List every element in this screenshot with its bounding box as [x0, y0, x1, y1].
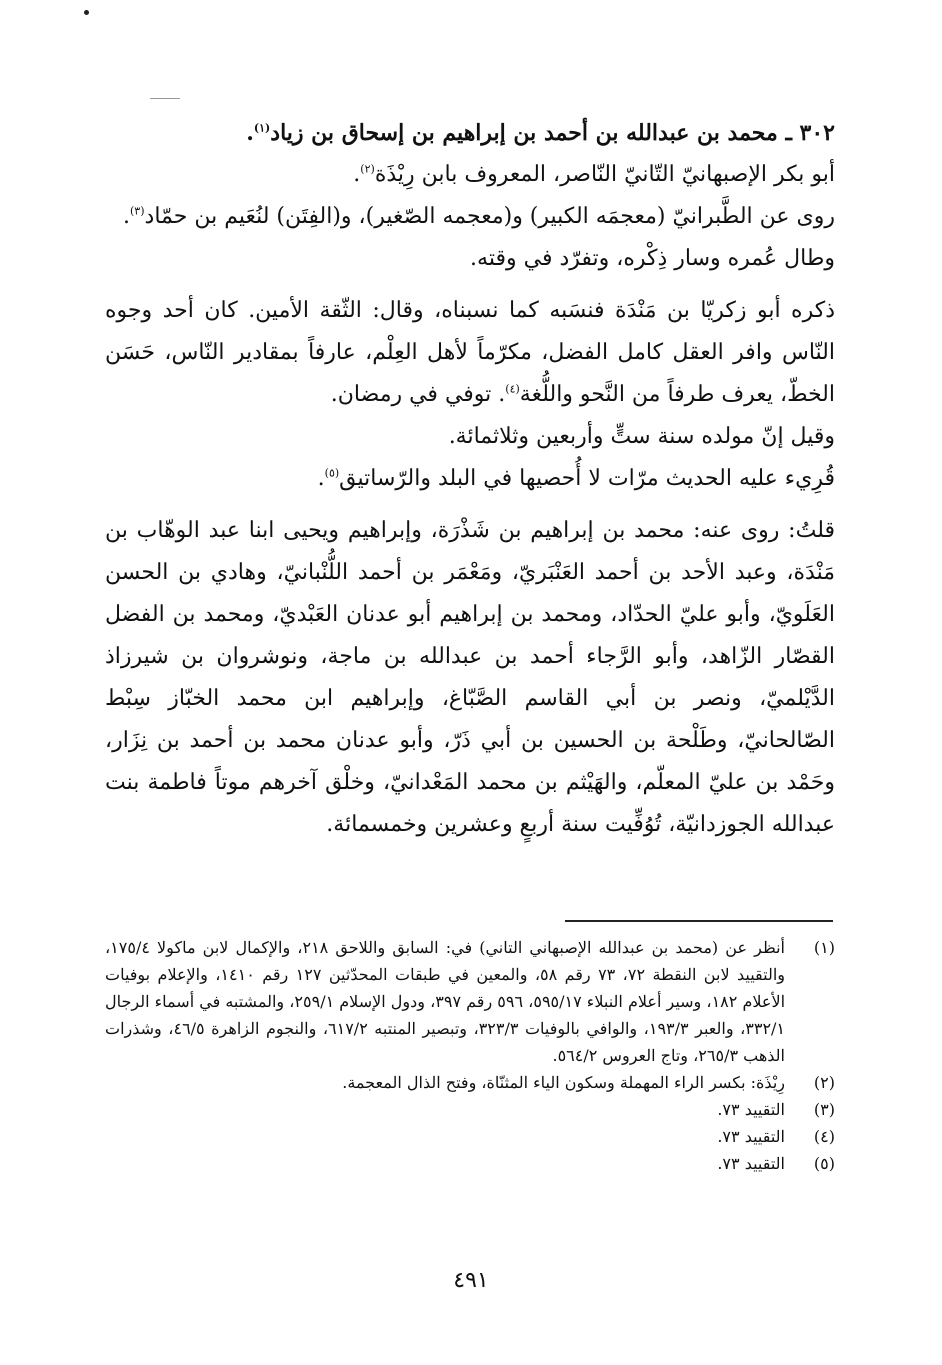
paragraph-reading: قُرِيء عليه الحديث مرّات لا أُحصيها في البلد والرّساتيق$^{(٥)}$.: [317, 466, 835, 491]
paragraph-birth: وقيل إنّ مولده سنة ستٍّ وأربعين وثلاثمائة.: [448, 424, 835, 449]
footnote-text: التقييد ٧٣.: [717, 1154, 785, 1173]
top-mark: [150, 98, 180, 99]
footnote-number: (١): [813, 938, 835, 957]
footnotes: [105, 934, 835, 1177]
footnote: [105, 934, 835, 1069]
footnote-ref-3[interactable]: (٣): [130, 204, 145, 218]
footnote-ref-4[interactable]: (٤): [505, 382, 520, 396]
footnote-number: (٥): [813, 1154, 835, 1173]
footnote-text: رِيْذَة: بكسر الراء المهملة وسكون الياء المثنّاة، وفتح الذال المعجمة.: [342, 1073, 785, 1092]
footnote-text: التقييد ٧٣.: [717, 1100, 785, 1119]
footnote-text: أنظر عن (محمد بن عبدالله الإصبهاني التاني) في: السابق واللاحق ٢١٨، والإكمال لابن ماكولا ١٧٥/٤، والتقييد لابن النقطة ٧٢، ٧٣ رقم ٥٨، والمعين في طبقات المحدّثين ١٢٧ رقم ١٤١٠، والإعلام بوفيات الأعلام ١٨٢، وسير أعلام النبلاء ٥٩٥/١٧، ٥٩٦ رقم ٣٩٧، ودول الإسلام ٢٥٩/١، والمشتبه في أسماء الرجال ٣٣٢/١، والعبر ١٩٣/٣، والوافي بالوفيات ٣٢٣/٣، وتبصير المنتبه ٦١٧/٢، والنجوم الزاهرة ٤٦/٥، وشذرات الذهب ٢٦٥/٣، وتاج العروس ٥٦٤/٢.: [105, 938, 786, 1065]
page-number: ٤٩١: [453, 1268, 489, 1293]
entry-line-2: روى عن الطَّبرانيّ (معجمَه الكبير) و(معجمه الصّغير)، و(الفِتَن) لنُعَيم بن حمّاد$^{(٣)}$.: [123, 204, 835, 229]
scan-speck: [84, 10, 89, 15]
footnote-text: التقييد ٧٣.: [717, 1127, 785, 1146]
footnote: [105, 1069, 835, 1096]
footnote-number: (٤): [813, 1127, 835, 1146]
footnote-ref-1[interactable]: (١): [253, 121, 271, 135]
entry-heading: ٣٠٢ ـ محمد بن عبدالله بن أحمد بن إبراهيم بن إسحاق بن زياد$^{(١)}$.: [246, 120, 835, 146]
footnote: [105, 1123, 835, 1150]
footnote-number: (٣): [813, 1100, 835, 1119]
footnote: [105, 1150, 835, 1177]
footnote: [105, 1096, 835, 1123]
footnote-ref-2[interactable]: (٢): [360, 162, 375, 176]
entry-line-1: أبو بكر الإصبهانيّ التّانيّ النّاصر، المعروف بابن رِيْذَة$^{(٢)}$.: [353, 162, 835, 187]
main-text: [105, 112, 835, 846]
paragraph-biography: ذكره أبو زكريّا بن مَنْدَة فنسَبه كما نسبناه، وقال: الثّقة الأمين. كان أحد وجوه النّاس وافر العقل كامل الفضل، مكرّماً لأهل العِلْم، عارفاً بمقادير النّاس، حَسَن الخطّ، يعرف طرفاً من النَّحو واللُّغة$^{(٤)}$. توفي في رمضان.: [105, 298, 835, 407]
entry-line-3: وطال عُمره وسار ذِكْره، وتفرّد في وقته.: [470, 246, 835, 271]
footnote-divider: [565, 920, 833, 922]
footnote-ref-5[interactable]: (٥): [324, 466, 340, 480]
footnote-number: (٢): [813, 1073, 835, 1092]
paragraph-narrators: قلتُ: روى عنه: محمد بن إبراهيم بن شَذْرَة، وإبراهيم ويحيى ابنا عبد الوهّاب بن مَنْدَة، وعبد الأحد بن أحمد العَنْبَريّ، ومَعْمَر بن أحمد اللُّنْبانيّ، وهادي بن الحسن العَلَويّ، وأبو عليّ الحدّاد، ومحمد بن إبراهيم أبو عدنان العَبْديّ، ومحمد بن الفضل القصّار الزّاهد، وأبو الرَّجاء أحمد بن عبدالله بن ماجة، ونوشروان بن شيرزاذ الدَّيْلميّ، ونصر بن أبي القاسم الصَّبّاغ، وإبراهيم ابن محمد الخبّاز سِبْط الصّالحانيّ، وطَلْحة بن الحسين بن أبي ذَرّ، وأبو عدنان محمد بن أحمد بن نِزَار، وحَمْد بن عليّ المعلّم، والهَيْثم بن محمد المَعْدانيّ، وخلْق آخرهم موتاً فاطمة بنت عبدالله الجوزدانيّة، تُوُفِّيت سنة أربعٍ وعشرين وخمسمائة.: [105, 518, 835, 837]
